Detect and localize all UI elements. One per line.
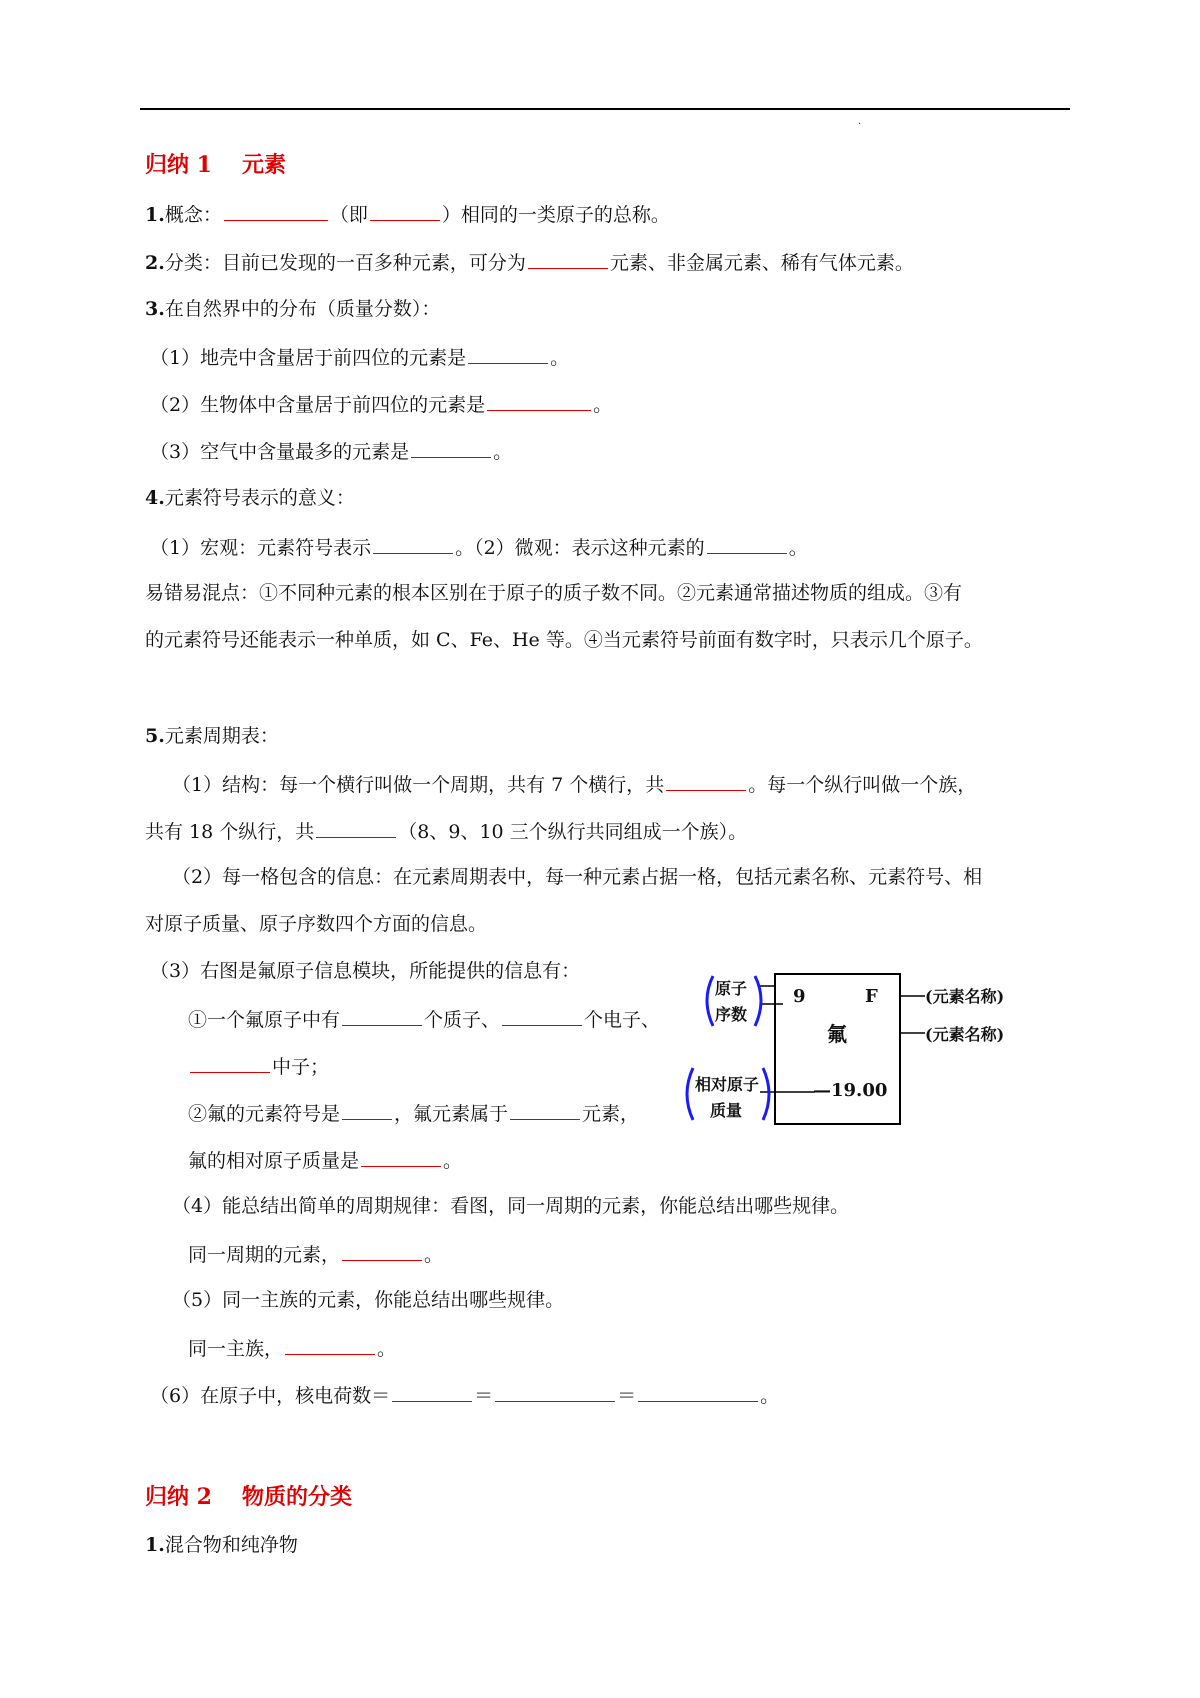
blank[interactable] [528,248,608,269]
item5-4: （4）能总结出简单的周期规律：看图，同一周期的元素，你能总结出哪些规律。 [172,1195,850,1217]
atomic-number: 9 [793,986,806,1007]
tip-line-2: 的元素符号还能表示一种单质，如 C、Fe、He 等。④当元素符号前面有数字时，只表示几个原子。 [145,629,983,651]
item5: 5.元素周期表： [145,725,279,747]
blank[interactable] [342,1005,422,1026]
item3-2: （2）生物体中含量居于前四位的元素是 。 [150,390,612,418]
item3-1: （1）地壳中含量居于前四位的元素是 。 [150,343,569,371]
item5-1-cont: 共有 18 个纵行，共 （8、9、10 三个纵行共同组成一个族）。 [145,817,747,845]
blank[interactable] [468,343,548,364]
blank[interactable] [316,817,396,838]
item2: 2.分类：目前已发现的一百多种元素，可分为 元素、非金属元素、稀有气体元素。 [145,248,914,276]
blank[interactable] [370,200,440,221]
item5-2-cont: 对原子质量、原子序数四个方面的信息。 [145,913,488,935]
section2-item1: 1.混合物和纯净物 [145,1534,298,1556]
item5-4-ans: 同一周期的元素， 。 [188,1240,443,1268]
element-symbol: F [865,986,878,1007]
item3: 3.在自然界中的分布（质量分数）： [145,298,441,320]
blank[interactable] [342,1240,422,1261]
blank[interactable] [224,200,328,221]
item1: 1.概念： （即 ）相同的一类原子的总称。 [145,200,670,228]
mass-label-2: 质量 [710,1101,743,1120]
item5-3: （3）右图是氟原子信息模块，所能提供的信息有： [150,960,581,982]
blank[interactable] [638,1381,758,1402]
item5-6: （6）在原子中，核电荷数＝ ＝ ＝ 。 [150,1381,779,1409]
blank[interactable] [342,1099,392,1120]
blank[interactable] [487,390,591,411]
blank[interactable] [502,1005,582,1026]
blank[interactable] [361,1146,441,1167]
right-label-1: (元素名称) [925,987,1005,1006]
atomic-mass: —19.00 [813,1080,888,1101]
item5-3-2: 中子； [188,1052,329,1080]
blank[interactable] [285,1334,375,1355]
item5-3-1: ①一个氟原子中有 个质子、 个电子、 [188,1005,660,1033]
blank[interactable] [190,1052,270,1073]
element-name: 氟 [827,1022,847,1046]
blank[interactable] [495,1381,615,1402]
section1-heading: 归纳 1 元素 [145,152,286,178]
right-label-2: (元素名称) [925,1025,1005,1044]
blank[interactable] [510,1099,580,1120]
blank[interactable] [666,770,746,791]
item4-1: （1）宏观：元素符号表示 。（2）微观：表示这种元素的 。 [150,533,808,561]
item5-3-3: ②氟的元素符号是 ，氟元素属于 元素， [188,1099,639,1127]
atomic-number-label-2: 序数 [715,1005,748,1024]
blank[interactable] [392,1381,472,1402]
item5-5-ans: 同一主族， 。 [188,1334,396,1362]
item5-1: （1）结构：每一个横行叫做一个周期，共有 7 个横行，共 。每一个纵行叫做一个族， [172,770,976,798]
item5-3-4: 氟的相对原子质量是 。 [188,1146,462,1174]
tip-line-1: 易错易混点：①不同种元素的根本区别在于原子的质子数不同。②元素通常描述物质的组成。③有 [145,582,963,604]
mass-label-1: 相对原子 [695,1075,760,1094]
blank[interactable] [411,437,491,458]
item3-3: （3）空气中含量最多的元素是 。 [150,437,512,465]
element-info-diagram [685,968,1030,1138]
item5-5: （5）同一主族的元素，你能总结出哪些规律。 [172,1289,565,1311]
top-rule [140,108,1070,110]
item5-2: （2）每一格包含的信息：在元素周期表中，每一种元素占据一格，包括元素名称、元素符号、相 [172,866,983,888]
blank[interactable] [373,533,453,554]
atomic-number-label-1: 原子 [715,979,748,998]
stray-dot: . [858,116,862,127]
section2-heading: 归纳 2 物质的分类 [145,1484,352,1510]
blank[interactable] [707,533,787,554]
item4: 4.元素符号表示的意义： [145,487,355,509]
